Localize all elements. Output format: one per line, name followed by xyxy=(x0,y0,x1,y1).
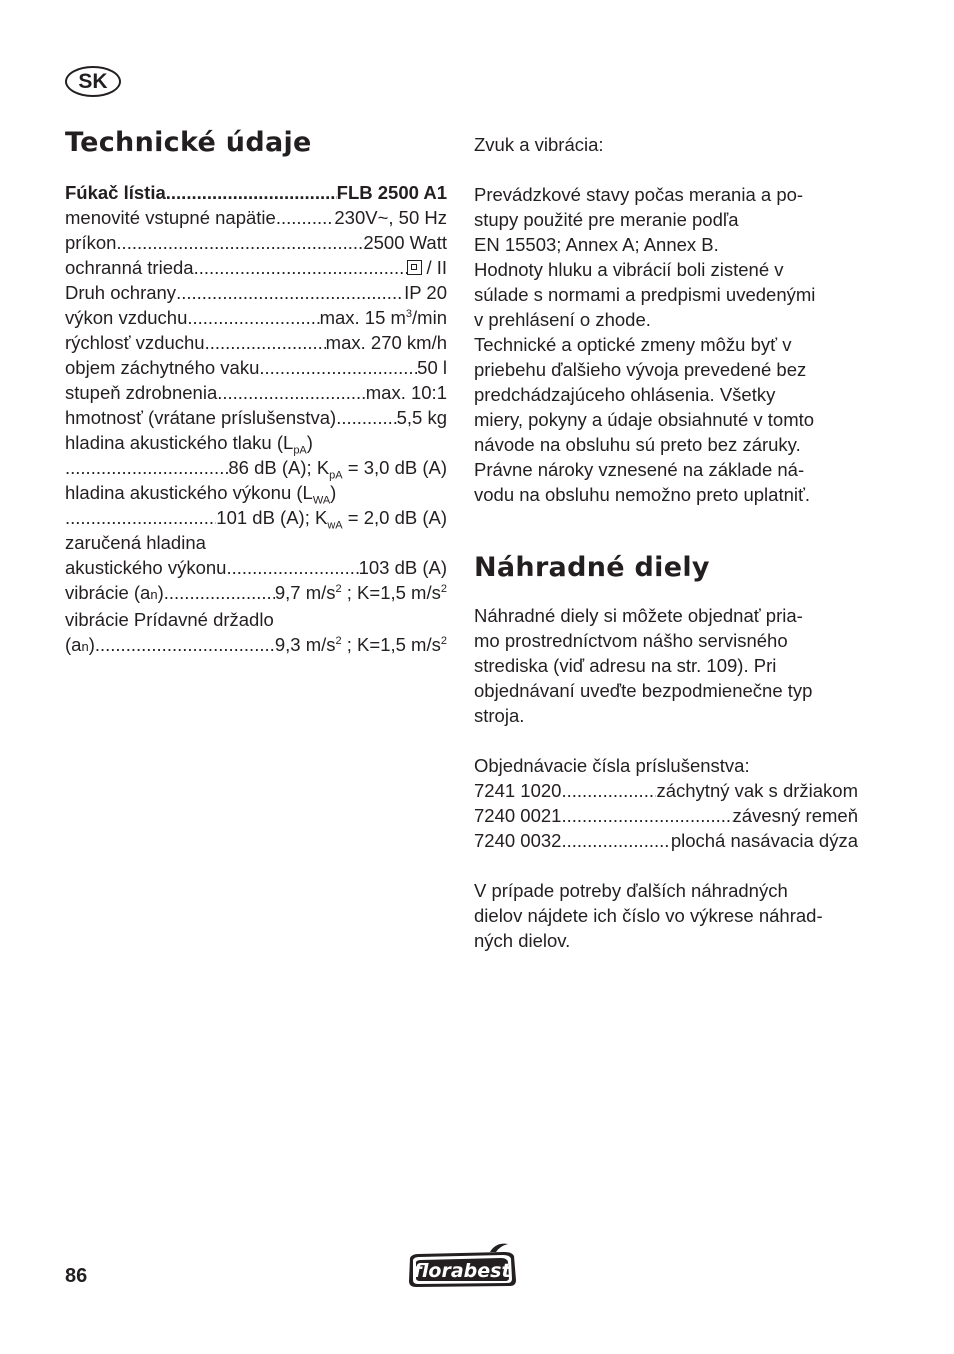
spec-label: objem záchytného vaku xyxy=(65,357,260,378)
svg-text:florabest: florabest xyxy=(413,1260,511,1282)
spec-value: 230V~, 50 Hz xyxy=(334,207,447,228)
spec-row-sound-pressure: ..... 86 dB (A); $K_{pA} = 3,0$ dB (A) xyxy=(65,455,447,480)
technical-data-heading: Technické údaje xyxy=(65,127,312,158)
spare-parts-heading: Náhradné diely xyxy=(474,552,710,583)
spec-row-protection-class xyxy=(65,255,447,280)
spec-row-mulching-ratio xyxy=(65,380,447,405)
spec-label: Druh ochrany xyxy=(65,282,177,303)
spec-row-weight xyxy=(65,405,447,430)
florabest-logo xyxy=(404,1240,520,1292)
vibration-extra-label: vibrácie Prídavné držadlo xyxy=(65,609,274,630)
spec-row-vibration-extra: (an) ..... 9,3 $m/s^2$ ; K=1,5 $m/s^2$ xyxy=(65,632,447,659)
spec-value: 101 dB (A); K xyxy=(216,507,328,528)
spec-value: 9,7 m/s xyxy=(274,582,336,603)
spec-row-sound-power: ..... 101 dB (A); $K_{wA} = 2,0$ dB (A) xyxy=(65,505,447,530)
spec-label: stupeň zdrobnenia xyxy=(65,382,218,403)
info-column xyxy=(474,132,858,953)
spec-label: akustického výkonu xyxy=(65,557,227,578)
accessories-list xyxy=(474,778,858,853)
spec-row-model xyxy=(65,180,447,205)
spec-label: hmotnosť (vrátane príslušenstva) xyxy=(65,407,337,428)
spec-list xyxy=(65,180,447,659)
spec-value: 5,5 kg xyxy=(396,407,447,428)
spec-value: 2500 Watt xyxy=(363,232,447,253)
accessory-row: 7240 0021 ..... závesný remeň xyxy=(474,803,858,828)
spec-value: 103 dB (A) xyxy=(358,557,447,578)
spec-value: 9,3 m/s xyxy=(274,634,336,655)
spec-label: výkon vzduchu xyxy=(65,307,188,328)
spec-row-power xyxy=(65,230,447,255)
spec-value: 50 l xyxy=(417,357,447,378)
spec-value: FLB 2500 A1 xyxy=(336,182,447,203)
spec-row-air-volume: výkon vzduchu ..... max. 15 $m^3/\min$ xyxy=(65,305,447,330)
sound-pressure-label: hladina akustického tlaku $(L_{pA})$ xyxy=(65,432,313,457)
spec-label: príkon xyxy=(65,232,117,253)
spec-row-air-speed xyxy=(65,330,447,355)
protection-class-ii-icon xyxy=(407,260,422,275)
language-badge: SK xyxy=(65,66,121,97)
accessory-row: 7241 1020 ..... záchytný vak s držiakom xyxy=(474,778,858,803)
spec-row-bag-volume xyxy=(65,355,447,380)
spec-value: max. 15 m xyxy=(319,307,406,328)
sound-vibration-paragraph: Prevádzkové stavy počas merania a po- stupy použité pre meranie podľa EN 15503; Annex A; Annex B. Hodnoty hluku a vibrácií boli zistené v súlade s normami a predpismi uvedenými v prehlásení o zhode. Technické a optické zmeny môžu byť v priebehu ďalšieho vývoja prevedené bez predchádzajúceho ohlásenia. Všetky miery, pokyny a údaje obsiahnuté v tomto návode na obsluhu sú preto bez záruky. Právne nároky vznesené na základe ná- vodu na obsluhu nemožno preto uplatniť. xyxy=(474,184,816,505)
technical-data-column xyxy=(65,128,447,659)
spec-row-ip-rating xyxy=(65,280,447,305)
spare-parts-paragraph: Náhradné diely si môžete objednať pria- mo prostredníctvom nášho servisného strediska (viď adresu na str. 109). Pri objednávaní uveďte bezpodmienečne typ stroja. xyxy=(474,605,813,726)
spec-value: / II xyxy=(426,257,447,278)
spec-value: 86 dB (A); K xyxy=(228,457,330,478)
spare-parts-drawing-paragraph: V prípade potreby ďalších náhradných dielov nájdete ich číslo vo výkrese náhrad- ných dielov. xyxy=(474,880,823,951)
guaranteed-sound-label: zaručená hladina xyxy=(65,532,206,553)
spec-label: ochranná trieda xyxy=(65,257,194,278)
accessory-row: 7240 0032 ..... plochá nasávacia dýza xyxy=(474,828,858,853)
spec-row-vibration: vibrácie (an) ..... 9,7 $m/s^2$ ; K=1,5 $m/s^2$ xyxy=(65,580,447,607)
spec-value: max. 10:1 xyxy=(365,382,447,403)
spec-label: Fúkač lístia xyxy=(65,182,166,203)
spec-row-guaranteed-sound xyxy=(65,555,447,580)
accessories-title: Objednávacie čísla príslušenstva: xyxy=(474,755,750,776)
spec-value: max. 270 km/h xyxy=(325,332,447,353)
page-number: 86 xyxy=(65,1265,88,1287)
spec-value: IP 20 xyxy=(404,282,447,303)
spec-label: menovité vstupné napätie xyxy=(65,207,276,228)
sound-vibration-title: Zvuk a vibrácia: xyxy=(474,134,604,155)
sound-power-label: hladina akustického výkonu $(L_{WA})$ xyxy=(65,482,337,507)
spec-row-voltage xyxy=(65,205,447,230)
spec-label: rýchlosť vzduchu xyxy=(65,332,205,353)
